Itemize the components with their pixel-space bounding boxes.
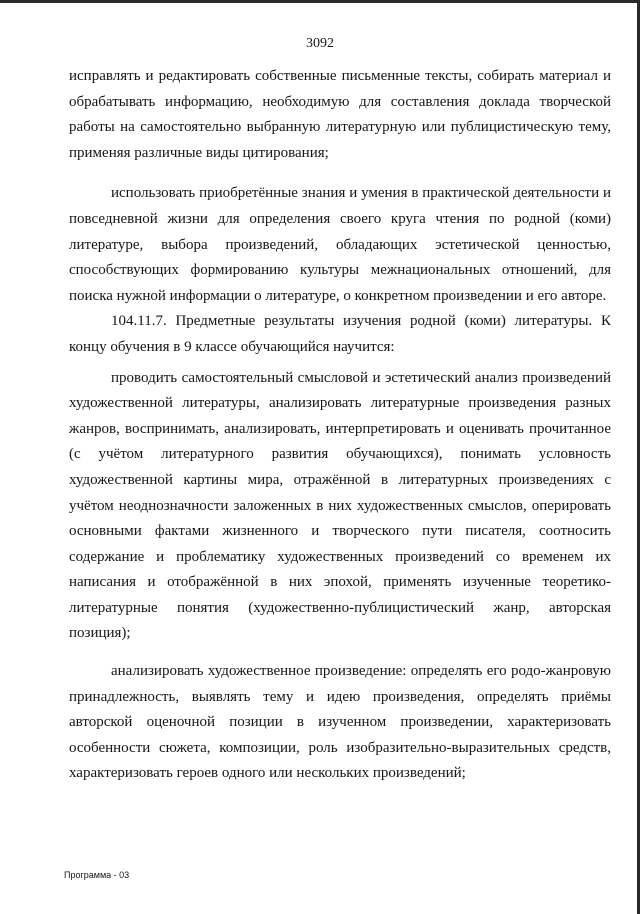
- paragraph-subject-results-heading: 104.11.7. Предметные результаты изучения родной (коми) литературы. К концу обучения в 9 классе обучающийся научится:: [69, 313, 611, 355]
- paragraph-analyze-work: анализировать художественное произведение: определять его родо-жанровую принадлежность, выявлять тему и идею произведения, определять приёмы авторской оценочной позиции в изученном произведении, характеризовать особенности сюжета, композиции, роль изобразительно-выразительных средств, характеризовать героев одного или нескольких произведений;: [69, 663, 611, 782]
- document-body: [69, 64, 611, 787]
- scan-edge-top: [0, 0, 640, 3]
- page-number: 3092: [306, 36, 334, 51]
- paragraph-using-knowledge: использовать приобретённые знания и умения в практической деятельности и повседневной жизни для определения своего круга чтения по родной (коми) литературе, выбора произведений, обладающих эстетической ценностью, способствующих формированию культуры межнациональных отношений, для поиска нужной информации о литературе, о конкретном произведении и его авторе.: [69, 185, 611, 304]
- paragraph-editing-texts: исправлять и редактировать собственные письменные тексты, собирать материал и обрабатывать информацию, необходимую для составления доклада творческой работы на самостоятельно выбранную литературную или публицистическую тему, применяя различные виды цитирования;: [69, 68, 611, 161]
- paragraph-analysis: проводить самостоятельный смысловой и эстетический анализ произведений художественной литературы, анализировать литературные произведения разных жанров, воспринимать, анализировать, интерпретировать и оценивать прочитанное (с учётом литературного развития обучающихся), понимать условность художественной картины мира, отражённой в литературных произведениях с учётом неоднозначности заложенных в них художественных смыслов, оперировать основными фактами жизненного и творческого пути писателя, соотносить содержание и проблематику художественных произведений со временем их написания и отображённой в них эпохой, применять изученные теоретико-литературные понятия (художественно-публицистический жанр, авторская позиция);: [69, 369, 611, 642]
- footer-program-label: Программа - 03: [64, 870, 130, 880]
